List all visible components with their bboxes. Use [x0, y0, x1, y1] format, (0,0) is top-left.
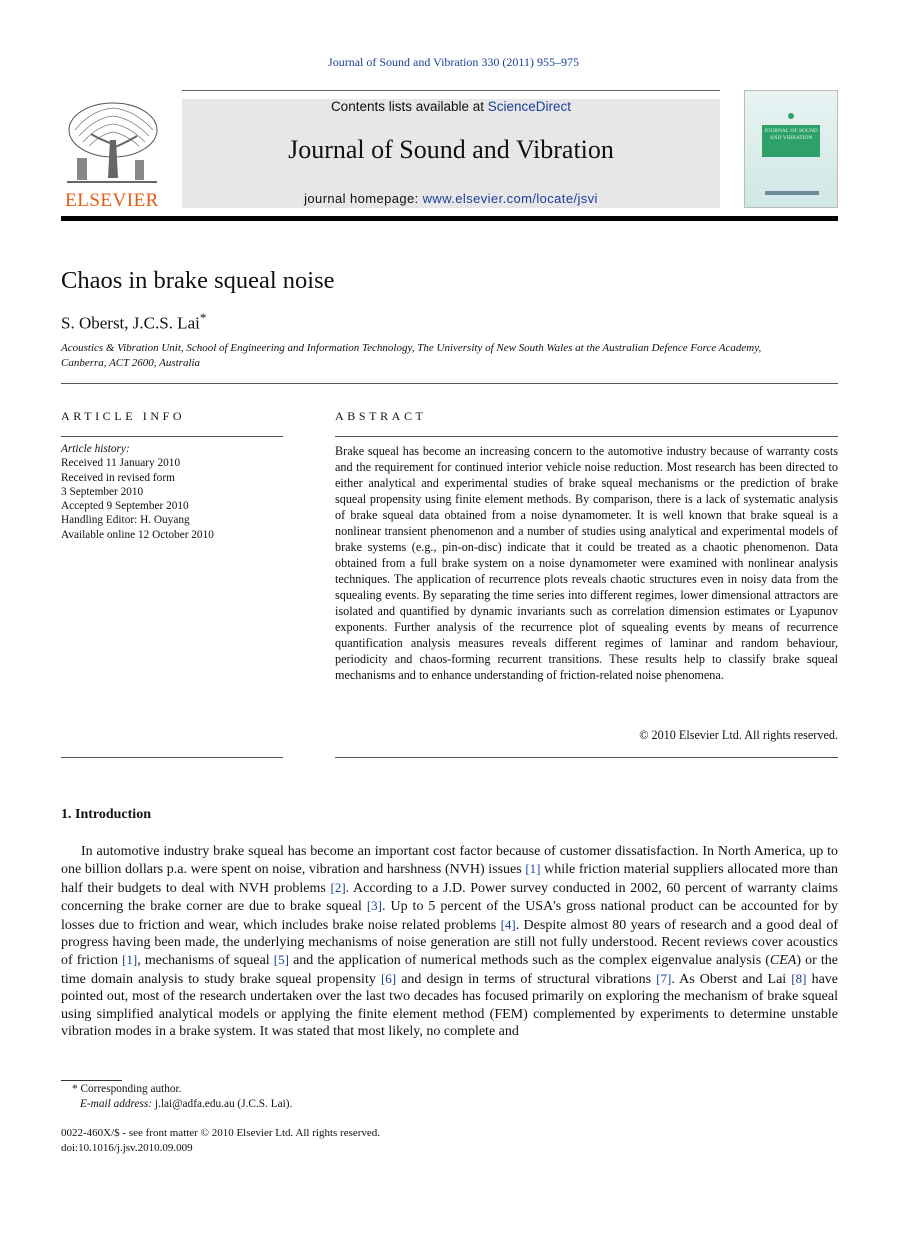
- journal-banner: [182, 99, 720, 208]
- text-run: . As Oberst and Lai: [671, 971, 792, 987]
- footnote-rule: [61, 1080, 122, 1081]
- doi-line: doi:10.1016/j.jsv.2010.09.009: [61, 1142, 193, 1154]
- contents-line: [182, 99, 720, 114]
- homepage-prefix: journal homepage:: [304, 191, 423, 206]
- article-info-heading: ARTICLE INFO: [61, 409, 186, 423]
- text-run: In automotive industry brake squeal has become an important cost factor because of customer dissatisfaction. In North America, up to one billion dollars p.a. were spent on noise, vibration and harshness (NVH) issues: [61, 844, 838, 878]
- corresponding-author-note: * Corresponding author.: [72, 1083, 182, 1095]
- email-note: [80, 1098, 292, 1110]
- homepage-link[interactable]: www.elsevier.com/locate/jsvi: [422, 191, 598, 206]
- citation-link[interactable]: [8]: [791, 970, 807, 986]
- journal-citation[interactable]: [0, 55, 907, 70]
- cover-title-box: JOURNAL OF SOUND AND VIBRATION: [762, 125, 820, 157]
- title-bottom-rule: [61, 383, 838, 384]
- citation-link[interactable]: [7]: [656, 970, 672, 986]
- text-run: and design in terms of structural vibrations: [396, 971, 657, 987]
- elsevier-wordmark: ELSEVIER: [65, 190, 159, 211]
- citation-link[interactable]: [3]: [366, 898, 383, 914]
- text-run: , mechanisms of squeal: [137, 953, 274, 969]
- email-link[interactable]: j.lai@adfa.edu.au (J.C.S. Lai).: [154, 1098, 293, 1110]
- text-run: and the application of numerical methods such as the complex eigenvalue analysis (: [288, 953, 770, 969]
- citation-link[interactable]: [1]: [122, 952, 138, 968]
- text-run: . Despite almost 80 years of research and a good deal of progress having been made, the underlying mechanisms of noise generation are still not fully understood. Recent reviews cover acoustics of friction: [61, 917, 838, 969]
- abstract-rule: [335, 436, 838, 437]
- elsevier-tree-icon: [61, 100, 163, 188]
- history-item: Available online 12 October 2010: [61, 528, 214, 541]
- section-heading-introduction: 1. Introduction: [61, 807, 151, 822]
- history-label: Article history:: [61, 443, 130, 455]
- corresponding-author-marker[interactable]: *: [199, 310, 207, 325]
- text-run: while friction material suppliers allocated more than half their budgets to deal with NVH problems: [61, 862, 838, 896]
- homepage-line: [182, 191, 720, 206]
- abstract-copyright: © 2010 Elsevier Ltd. All rights reserved.: [639, 728, 838, 742]
- history-item: Received 11 January 2010: [61, 457, 181, 470]
- header-thick-rule: [61, 216, 838, 221]
- affiliation-line-1: Acoustics & Vibration Unit, School of Engineering and Information Technology, The University of New South Wales at the Australian Defence Force Academy,: [61, 342, 762, 354]
- sciencedirect-link[interactable]: ScienceDirect: [487, 99, 572, 114]
- article-title: Chaos in brake squeal noise: [61, 267, 335, 294]
- issn-block: [61, 1126, 380, 1156]
- citation-link[interactable]: [4]: [500, 916, 516, 932]
- text-run: . Up to 5 percent of the USA's gross national product can be accounted for by losses due to friction and wear, which includes brake noise related problems: [61, 899, 838, 933]
- cover-emblem-icon: [788, 113, 794, 119]
- article-history: [61, 442, 283, 542]
- issn-line: 0022-460X/$ - see front matter © 2010 Elsevier Ltd. All rights reserved.: [61, 1127, 381, 1139]
- banner-top-rule: [182, 90, 720, 91]
- citation-link[interactable]: [6]: [380, 970, 397, 986]
- history-item: Received in revised form: [61, 471, 175, 484]
- abstract-text: Brake squeal has become an increasing concern to the automotive industry because of warranty costs and the requirement for continued interior vehicle noise reduction. Most research has been directed to either analytical and experimental studies of brake squeal mechanisms or the prediction of brake squeal propensity using finite element methods. By comparison, there is a lack of systematic analysis of brake squeal data obtained from a noise dynamometer. It is well known that brake squeal is a nonlinear transient phenomenon and a number of studies using analytical and experimental models of brake systems (e.g., pin-on-disc) indicate that it could be treated as a chaotic phenomenon. Data obtained from a full brake system on a noise dynamometer were examined with nonlinear analysis techniques. The application of recurrence plots reveals chaotic structures even in noisy data from the squealing events. By separating the time series into different regimes, lower dimensional attractors are isolated and quantified by dynamic invariants such as correlation dimension estimates or Lyapunov exponents. Further analysis of the recurrence plot of squealing events by means of recurrence quantification analysis measures reveals different regimes of laminar and random behaviour, periodicity and chaos-forming recurrent transitions. These results help to classify brake squeal mechanisms and to enhance understanding of friction-related noise phenomena.: [335, 444, 838, 682]
- article-info-rule: [61, 436, 283, 437]
- text-run: ) or the time domain analysis to study brake squeal propensity: [61, 953, 838, 987]
- introduction-paragraph: [61, 843, 838, 1040]
- text-run: . According to a J.D. Power survey conducted in 2002, 60 percent of warranty claims concerning the brake corner are due to brake squeal: [61, 880, 838, 915]
- authors-text: S. Oberst, J.C.S. Lai: [61, 313, 200, 333]
- cea-abbreviation: CEA: [769, 953, 797, 969]
- journal-cover-thumbnail[interactable]: [744, 90, 838, 208]
- abstract-bottom-rule: [335, 757, 838, 758]
- affiliation-line-2: Canberra, ACT 2600, Australia: [61, 357, 201, 369]
- abstract-heading: ABSTRACT: [335, 409, 427, 423]
- journal-citation-link[interactable]: Journal of Sound and Vibration 330 (2011) 955–975: [328, 55, 579, 69]
- citation-link[interactable]: [2]: [330, 879, 346, 895]
- elsevier-logo: [61, 100, 163, 211]
- article-info-bottom-rule: [61, 757, 283, 758]
- affiliation: [61, 341, 838, 371]
- text-run: have pointed out, most of the research undertaken over the last two decades has focused primarily on exploring the mechanism of brake squeal using simplified analytical models or applying the finite element method (FEM) complemented by experiments to determine unstable vibration modes in a brake system. It was stated that most likely, no complete and: [61, 971, 838, 1040]
- citation-link[interactable]: [1]: [525, 861, 541, 877]
- author-list: [61, 310, 206, 334]
- cover-publisher-bar: [765, 191, 819, 195]
- history-item: Accepted 9 September 2010: [61, 500, 189, 513]
- contents-prefix: Contents lists available at: [330, 99, 488, 114]
- history-item: Handling Editor: H. Ouyang: [61, 514, 190, 527]
- email-label: E-mail address:: [80, 1098, 153, 1110]
- journal-title: Journal of Sound and Vibration: [288, 135, 614, 164]
- citation-link[interactable]: [5]: [273, 952, 289, 968]
- history-item: 3 September 2010: [61, 485, 144, 498]
